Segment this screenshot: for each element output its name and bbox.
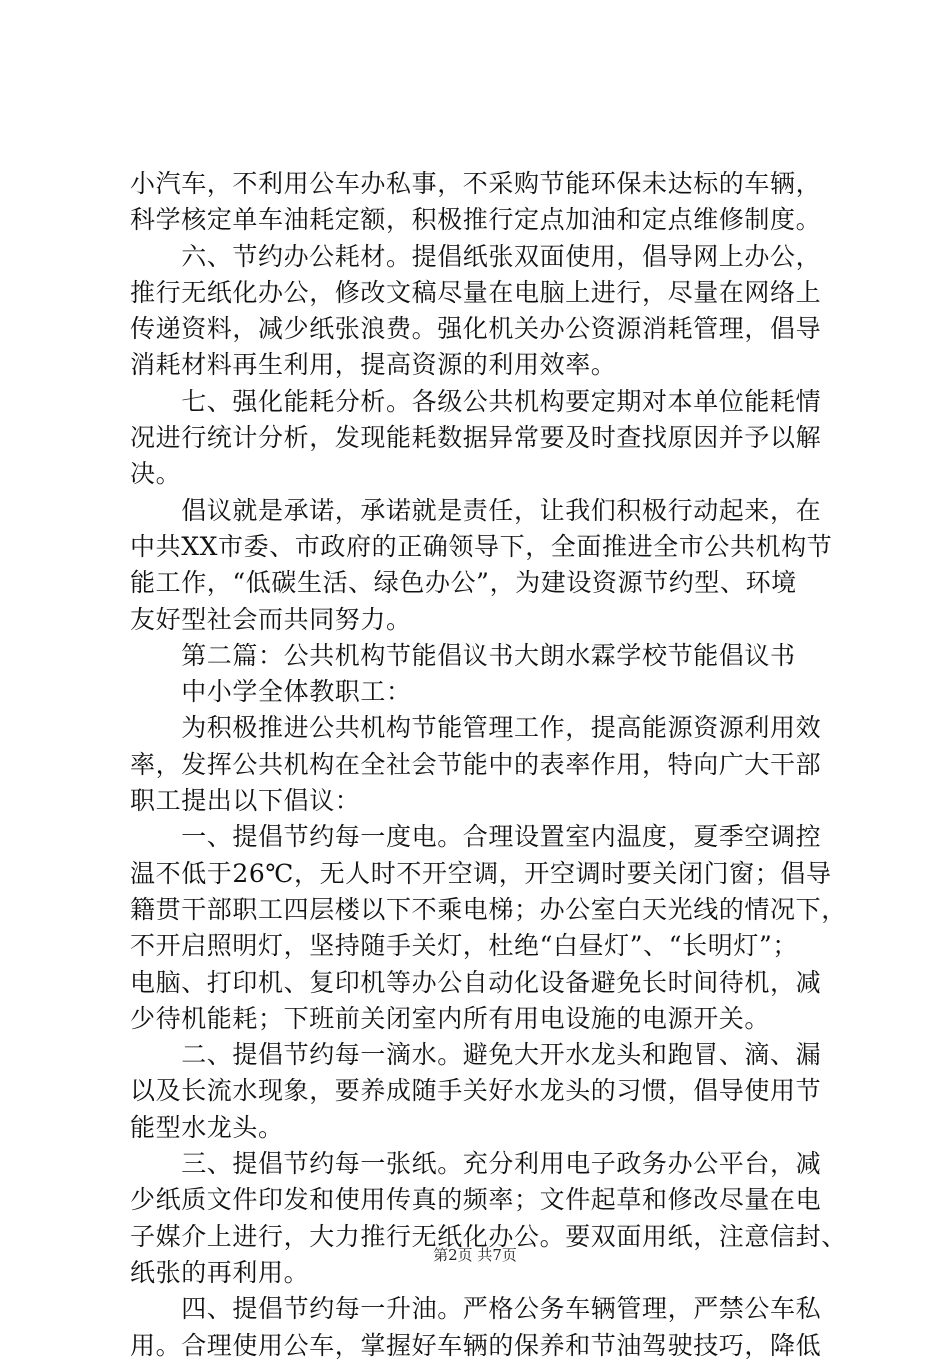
text-line: 纸张的再利用。 [130, 1257, 310, 1287]
page-footer [0, 1245, 950, 1265]
text-line: 不开启照明灯，坚持随手关灯，杜绝“白昼灯”、“长明灯”； [130, 931, 798, 961]
salutation: 中小学全体教职工： [130, 677, 412, 707]
text-line: 六、节约办公耗材。提倡纸张双面使用，倡导网上办公， [130, 241, 822, 271]
text-line: 推行无纸化办公，修改文稿尽量在电脑上进行，尽量在网络上 [130, 277, 822, 307]
text-line: 决。 [130, 459, 182, 489]
text-line: 电脑、打印机、复印机等办公自动化设备避免长时间待机，减 [130, 967, 822, 997]
document-body [130, 166, 847, 1364]
text-line: 小汽车，不利用公车办私事，不采购节能环保未达标的车辆， [130, 169, 822, 198]
text-line: 倡议就是承诺，承诺就是责任，让我们积极行动起来，在 [130, 495, 822, 525]
text-line: 用。合理使用公车，掌握好车辆的保养和节油驾驶技巧，降低 [130, 1330, 822, 1360]
text-line: 三、提倡节约每一张纸。充分利用电子政务办公平台，减 [130, 1149, 822, 1179]
text-line: 二、提倡节约每一滴水。避免大开水龙头和跑冒、滴、漏 [130, 1040, 822, 1070]
text-line: 一、提倡节约每一度电。合理设置室内温度，夏季空调控 [130, 822, 822, 852]
page-number: 第2页 共7页 [433, 1246, 517, 1264]
text-line: 温不低于26℃，无人时不开空调，开空调时要关闭门窗；倡导 [130, 858, 832, 888]
text-line: 以及长流水现象，要养成随手关好水龙头的习惯，倡导使用节 [130, 1076, 822, 1106]
text-line: 七、强化能耗分析。各级公共机构要定期对本单位能耗情 [130, 386, 822, 416]
text-line: 四、提倡节约每一升油。严格公务车辆管理，严禁公车私 [130, 1294, 822, 1324]
text-line: 科学核定单车油耗定额，积极推行定点加油和定点维修制度。 [130, 205, 822, 235]
text-line: 中共XX市委、市政府的正确领导下，全面推进全市公共机构节 [130, 531, 833, 561]
text-line: 为积极推进公共机构节能管理工作，提高能源资源利用效 [130, 713, 822, 743]
text-line: 消耗材料再生利用，提高资源的利用效率。 [130, 350, 617, 380]
text-line: 籍贯干部职工四层楼以下不乘电梯；办公室白天光线的情况下， [130, 894, 847, 924]
text-line: 职工提出以下倡议： [130, 786, 361, 816]
text-line: 能型水龙头。 [130, 1112, 284, 1142]
text-line: 传递资料，减少纸张浪费。强化机关办公资源消耗管理，倡导 [130, 314, 822, 344]
text-line: 少纸质文件印发和使用传真的频率；文件起草和修改尽量在电 [130, 1185, 822, 1215]
section-heading: 第二篇：公共机构节能倡议书大朗水霖学校节能倡议书 [130, 640, 796, 670]
text-line: 况进行统计分析，发现能耗数据异常要及时查找原因并予以解 [130, 423, 822, 453]
text-line: 能工作，“低碳生活、绿色办公”，为建设资源节约型、环境 [130, 568, 797, 598]
text-line: 友好型社会而共同努力。 [130, 604, 412, 634]
text-line: 少待机能耗；下班前关闭室内所有用电设施的电源开关。 [130, 1003, 771, 1033]
text-line: 子媒介上进行，大力推行无纸化办公。要双面用纸，注意信封、 [130, 1221, 847, 1251]
text-line: 率，发挥公共机构在全社会节能中的表率作用，特向广大干部 [130, 749, 822, 779]
